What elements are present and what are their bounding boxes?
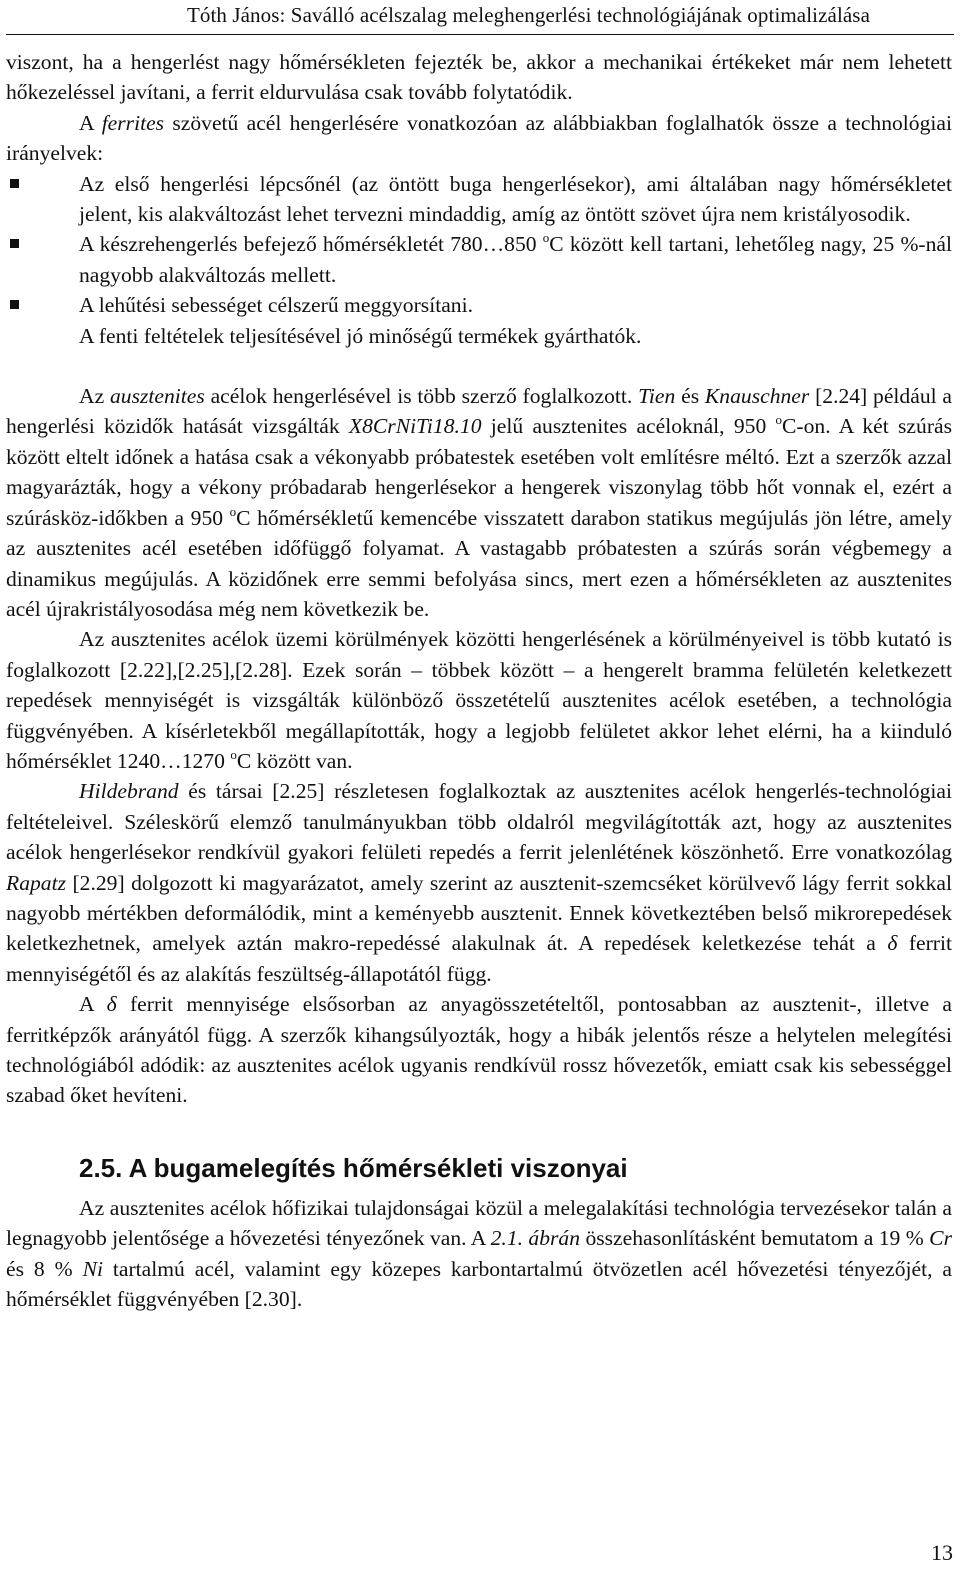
page-body [6,47,952,1314]
list-conclusion: A fenti feltételek teljesítésével jó minőségű termékek gyárthatók. [79,323,642,348]
list-item: A készrehengerlés befejező hőmérsékletét 780…850 $^o$C között kell tartani, lehetőleg nagy, 25 %-nál nagyobb alakváltozás mellett. [6,229,952,290]
guideline-list [6,169,952,321]
list-item: A lehűtési sebességet célszerű meggyorsítani. [6,290,952,320]
header-rule [6,34,954,35]
page-number: 13 [931,1540,953,1565]
paragraph: Az ausztenites acélok hőfizikai tulajdonságai közül a melegalakítási technológia tervezésekor talán a legnagyobb jelentősége a hővezetési tényezőnek van. A 2.1. ábrán összehasonlításként bemutatom a 19 % Cr és 8 % Ni tartalmú acél, valamint egy közepes karbontartalmú ötvözetlen acél hővezetési tényezőjét, a hőmérséklet függvényében [2.30]. [6,1195,952,1312]
section-heading: 2.5. A bugamelegítés hőmérsékleti viszonyai [79,1152,628,1183]
paragraph: A ferrites szövetű acél hengerlésére vonatkozóan az alábbiakban foglalhatók össze a technológiai irányelvek: [6,110,952,166]
bullet-square-icon [10,179,19,188]
list-item: Az első hengerlési lépcsőnél (az öntött buga hengerlésekor), ami általában nagy hőmérsékletet jelent, kis alakváltozást lehet tervezni mindaddig, amíg az öntött szövet újra nem kristályosodik. [6,169,952,230]
spacer [6,351,952,381]
paragraph: Az ausztenites acélok üzemi körülmények közötti hengerlésének a körülményeivel is több kutató is foglalkozott [2.22],[2.25],[2.28]. Ezek során – többek között – a hengerelt bramma felületén keletkezett repedések mennyiségét is vizsgálták különböző összetételű ausztenites acélok esetében, a technológia függvényében. A kísérletekből megállapították, hogy a legjobb felületet akkor lehet elérni, ha a kiinduló hőmérséklet 1240…1270 $^o$C között van. [6,627,952,773]
bullet-square-icon [10,239,19,248]
paragraph: A δ ferrit mennyisége elsősorban az anyagösszetételtől, pontosabban az ausztenit-, illetve a ferritképzők arányától függ. A szerzők kihangsúlyozták, hogy a hibák jelentős része a helytelen melegítési technológiából adódik: az ausztenites acélok ugyanis rendkívül rossz hővezetők, emiatt csak kis sebességgel szabad őket hevíteni. [6,992,952,1108]
paragraph: Az ausztenites acélok hengerlésével is több szerző foglalkozott. Tien és Knauschner [2.24] például a hengerlési közidők hatását vizsgálták X8CrNiTi18.10 jelű ausztenites acéloknál, 950 $^o$C-on. A két szúrás között eltelt időnek a hatása csak a vékonyabb próbatestek esetében volt említésre méltó. Ezt a szerzők azzal magyarázták, hogy a vékony próbadarab hengerlésekor a hengerek viszonylag több hőt vonnak el, ezért a szúrásköz-időkben a 950 $^o$C hőmérsékletű kemencébe visszatett darabon statikus megújulás jön létre, amely az ausztenites acél esetében időfüggő folyamat. A vastagabb próbatesten a szúrás során végbemegy a dinamikus megújulás. A közidőnek erre semmi befolyása sincs, mert ezen a hőmérsékleten az ausztenites acél újrakristályosodása még nem következik be. [6,384,952,621]
paragraph: Hildebrand és társai [2.25] részletesen foglalkoztak az ausztenites acélok hengerlés-technológiai feltételeivel. Széleskörű elemző tanulmányukban több oldalról megvilágították azt, hogy az ausztenites acélok hengerlésekor rendkívül gyakori felületi repedés a ferrit jelenlétének köszönhető. Erre vonatkozólag Rapatz [2.29] dolgozott ki magyarázatot, amely szerint az ausztenit-szemcséket körülvevő lágy ferrit sokkal nagyobb mértékben deformálódik, mint a keményebb ausztenit. Ennek következtében belső mikrorepedések keletkezhetnek, amelyek aztán makro-repedéssé alakulnak át. A repedések keletkezése tehát a δ ferrit mennyiségétől és az alakítás feszültség-állapotától függ. [6,779,952,986]
page-header [0,0,960,46]
bullet-square-icon [10,300,19,309]
running-title: Tóth János: Saválló acélszalag meleghengerlési technológiájának optimalizálása [186,3,870,27]
paragraph: viszont, ha a hengerlést nagy hőmérsékleten fejezték be, akkor a mechanikai értékeket már nem lehetett hőkezeléssel javítani, a ferrit eldurvulása csak tovább folytatódik. [6,50,952,105]
